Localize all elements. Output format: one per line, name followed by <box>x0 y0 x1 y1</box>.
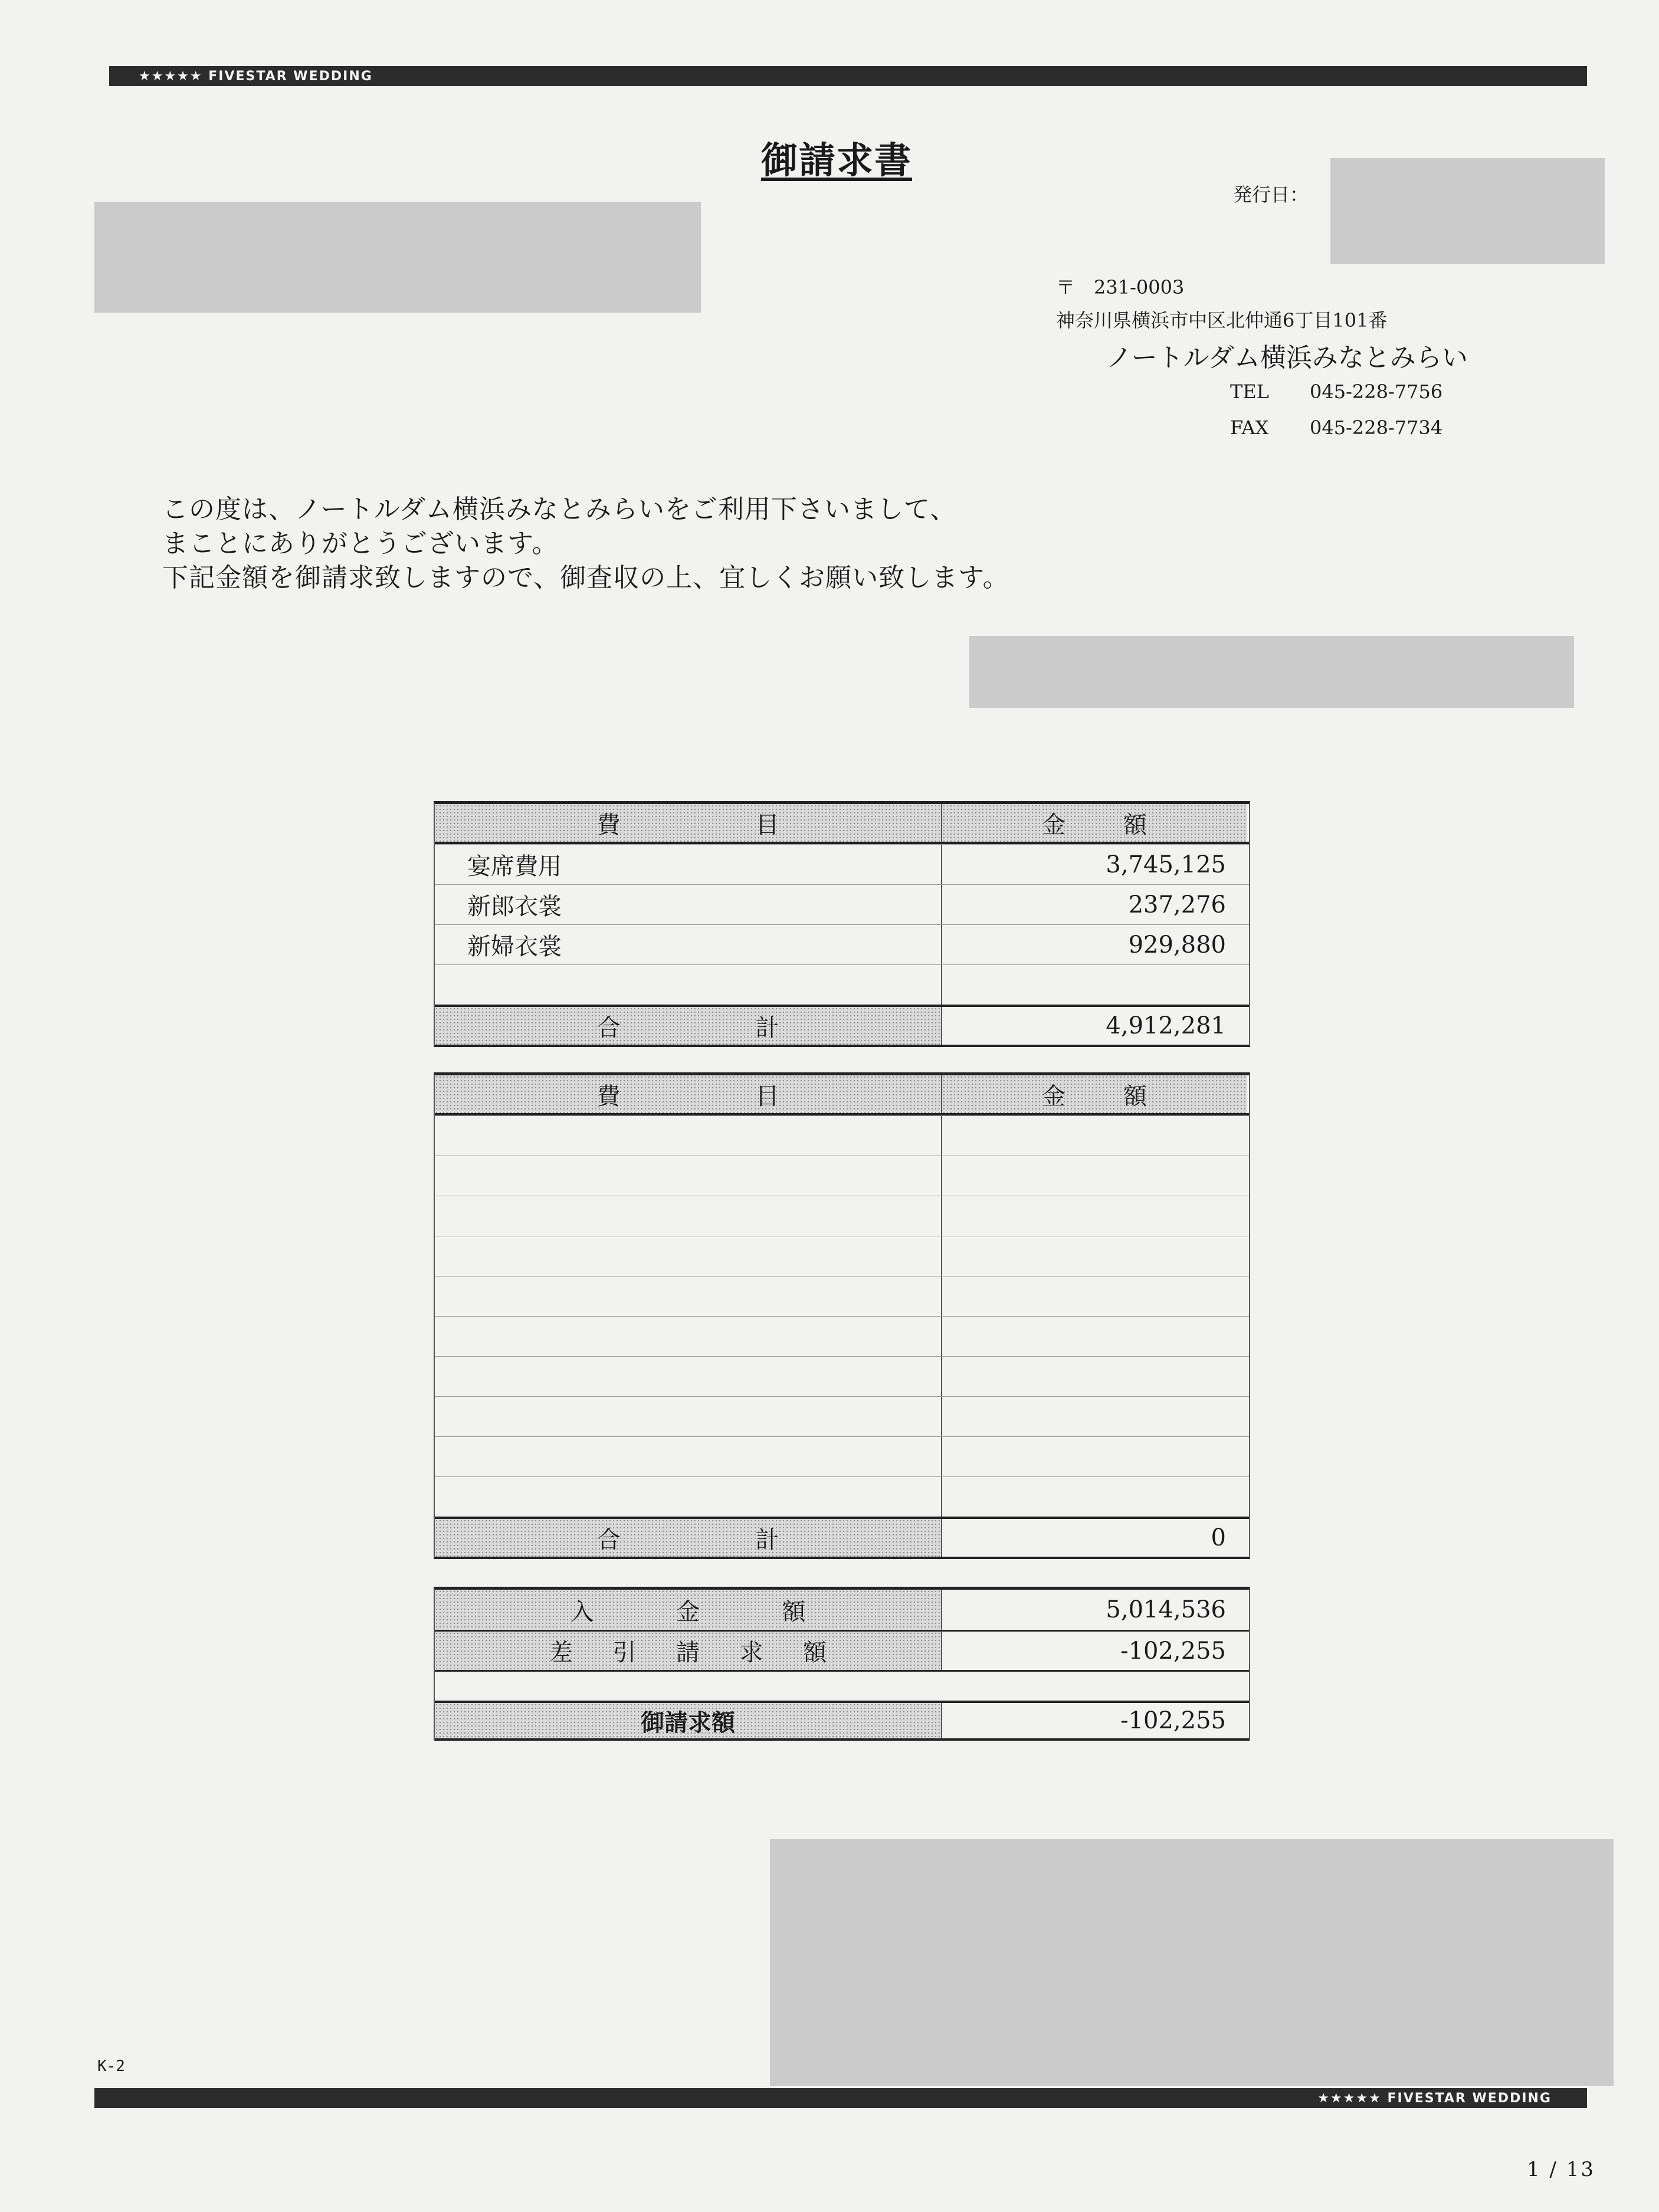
row-item <box>435 965 942 1005</box>
total-label-char: 計 <box>755 1526 779 1554</box>
received-label-char: 入 <box>570 1598 594 1626</box>
charges-table <box>434 801 1250 1047</box>
table-row <box>435 1316 1249 1356</box>
table-row <box>435 1436 1249 1476</box>
header-item <box>435 1075 942 1113</box>
row-amount: 237,276 <box>1128 891 1226 918</box>
redacted-customer-name <box>969 636 1574 708</box>
header-amount-char: 金 <box>1042 811 1065 839</box>
row-item <box>435 1477 942 1517</box>
difference-label-char: 引 <box>612 1639 637 1666</box>
difference-label-char: 求 <box>739 1639 763 1666</box>
sender-name: ノートルダム横浜みなとみらい <box>1106 343 1468 373</box>
header-item <box>435 804 942 842</box>
sender-address: 神奈川県横浜市中区北仲通6丁目101番 <box>1056 309 1388 332</box>
billed-amount: -102,255 <box>1120 1707 1226 1734</box>
page-number: 1 / 13 <box>1527 2158 1595 2181</box>
table-row <box>435 884 1249 924</box>
row-amount <box>942 1477 1247 1517</box>
greeting-line-2: まことにありがとうございます。 <box>162 529 559 559</box>
row-amount <box>942 1196 1247 1236</box>
difference-row <box>435 1630 1249 1670</box>
header-amount-char: 金 <box>1042 1082 1065 1110</box>
table-row <box>435 1196 1249 1236</box>
row-amount <box>942 1357 1247 1396</box>
table-row <box>435 924 1249 964</box>
received-amount: 5,014,536 <box>1106 1596 1226 1623</box>
brand-logo-text: ★★★★★ FIVESTAR WEDDING <box>139 68 373 84</box>
summary-table <box>434 1587 1250 1741</box>
row-amount <box>942 1156 1247 1196</box>
page-code: K-2 <box>97 2057 125 2075</box>
header-amount <box>942 1075 1247 1113</box>
row-amount: 929,880 <box>1128 931 1226 959</box>
spacer-row <box>435 1670 1249 1701</box>
footer-brand-bar <box>94 2088 1587 2108</box>
header-brand-bar <box>109 66 1587 86</box>
row-amount <box>942 1397 1247 1436</box>
row-amount <box>942 1116 1247 1156</box>
difference-label <box>435 1632 942 1670</box>
total-label <box>435 1007 942 1045</box>
table-row <box>435 1396 1249 1436</box>
row-item <box>435 1116 942 1156</box>
redacted-recipient <box>94 202 701 313</box>
additional-table-header <box>435 1075 1249 1115</box>
row-item: 新婦衣裳 <box>435 925 942 964</box>
charges-total-row <box>435 1005 1249 1045</box>
row-item: 宴席費用 <box>435 845 942 884</box>
spacer-cell <box>435 1672 1249 1701</box>
table-row <box>435 1236 1249 1276</box>
tel-label: TEL <box>1230 380 1269 403</box>
row-item <box>435 1156 942 1196</box>
redacted-stamp-area <box>770 1839 1614 2086</box>
tel-number: 045-228-7756 <box>1310 380 1443 403</box>
row-amount: 3,745,125 <box>1106 851 1226 878</box>
table-row <box>435 1356 1249 1396</box>
row-amount <box>942 1236 1247 1276</box>
row-item <box>435 1357 942 1396</box>
row-item <box>435 1196 942 1236</box>
total-label-char: 計 <box>755 1014 779 1042</box>
table-row <box>435 1276 1249 1316</box>
fax-number: 045-228-7734 <box>1310 416 1443 439</box>
row-item <box>435 1317 942 1356</box>
received-row <box>435 1590 1249 1630</box>
row-amount <box>942 1437 1247 1476</box>
table-row <box>435 1115 1249 1156</box>
sender-postal-code: 〒 231-0003 <box>1056 276 1185 298</box>
redacted-issue-date <box>1330 158 1605 264</box>
table-row <box>435 1156 1249 1196</box>
total-label-char: 合 <box>596 1526 621 1554</box>
header-amount-char: 額 <box>1123 1082 1147 1110</box>
issue-date-label: 発行日： <box>1233 183 1309 206</box>
greeting-line-3: 下記金額を御請求致しますので、御査収の上、宜しくお願い致します。 <box>162 563 1009 593</box>
table-row <box>435 964 1249 1005</box>
difference-label-char: 差 <box>549 1639 573 1666</box>
additional-charges-table <box>434 1072 1250 1559</box>
difference-amount: -102,255 <box>1120 1637 1226 1665</box>
row-amount <box>942 965 1247 1005</box>
difference-label-char: 請 <box>676 1639 700 1666</box>
header-item-char: 費 <box>596 1082 621 1110</box>
row-amount <box>942 1276 1247 1316</box>
row-item <box>435 1236 942 1276</box>
total-amount: 0 <box>1211 1524 1226 1551</box>
difference-label-char: 額 <box>803 1639 827 1666</box>
total-label <box>435 1519 942 1557</box>
received-label <box>435 1590 942 1630</box>
document-title: 御請求書 <box>761 139 913 182</box>
received-label-char: 額 <box>782 1598 806 1626</box>
total-label-char: 合 <box>596 1014 621 1042</box>
brand-logo-text: ★★★★★ FIVESTAR WEDDING <box>1317 2090 1552 2106</box>
additional-total-row <box>435 1517 1249 1557</box>
table-row <box>435 844 1249 884</box>
row-item <box>435 1437 942 1476</box>
billed-row <box>435 1701 1249 1741</box>
fax-label: FAX <box>1230 416 1269 439</box>
row-amount <box>942 1317 1247 1356</box>
greeting-text <box>162 493 1009 595</box>
table-row <box>435 1476 1249 1517</box>
billed-label: 御請求額 <box>435 1703 942 1738</box>
header-item-char: 費 <box>596 811 621 839</box>
row-item: 新郎衣裳 <box>435 885 942 924</box>
header-amount <box>942 804 1247 842</box>
row-item <box>435 1276 942 1316</box>
total-amount: 4,912,281 <box>1106 1012 1226 1039</box>
greeting-line-1: この度は、ノートルダム横浜みなとみらいをご利用下さいまして、 <box>162 494 957 524</box>
received-label-char: 金 <box>676 1598 700 1626</box>
header-item-char: 目 <box>755 1082 779 1110</box>
row-item <box>435 1397 942 1436</box>
header-amount-char: 額 <box>1123 811 1147 839</box>
header-item-char: 目 <box>755 811 779 839</box>
charges-table-header <box>435 804 1249 844</box>
